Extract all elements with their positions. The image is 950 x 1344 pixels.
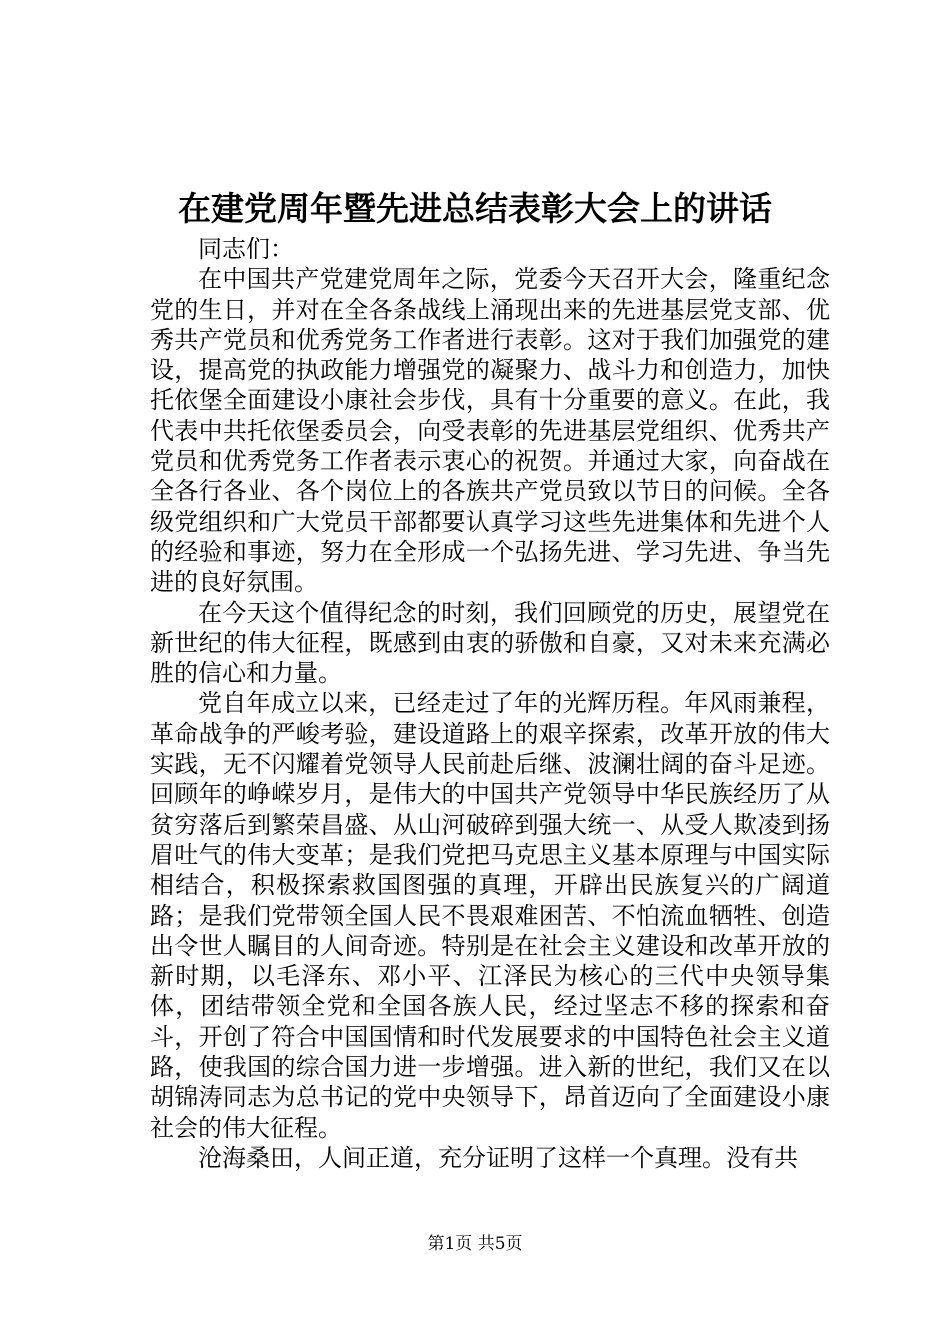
document-title: 在建党周年暨先进总结表彰大会上的讲话 bbox=[178, 189, 772, 228]
paragraph-4: 沧海桑田，人间正道，充分证明了这样一个真理。没有共 bbox=[198, 1143, 798, 1172]
page-footer: 第1页 共5页 bbox=[427, 1234, 523, 1254]
paragraph-3: 党自年成立以来，已经走过了年的光辉历程。年风雨兼程，革命战争的严峻考验，建设道路上的艰辛探索，改革开放的伟大实践，无不闪耀着党领导人民前赴后继、波澜壮阔的奋斗足迹。回顾年的峥嵘岁月，是伟大的中国共产党领导中华民族经历了从贫穷落后到繁荣昌盛、从山河破碎到强大统一、从受人欺凌到扬眉吐气的伟大变革；是我们党把马克思主义基本原理与中国实际相结合，积极探索救国图强的真理，开辟出民族复兴的广阔道路；是我们党带领全国人民不畏艰难困苦、不怕流血牺牲、创造出令世人瞩目的人间奇迹。特别是在社会主义建设和改革开放的新时期，以毛泽东、邓小平、江泽民为核心的三代中央领导集体，团结带领全党和全国各族人民，经过坚志不移的探索和奋斗，开创了符合中国国情和时代发展要求的中国特色社会主义道路，使我国的综合国力进一步增强。进入新的世纪，我们又在以胡锦涛同志为总书记的党中央领导下，昂首迈向了全面建设小康社会的伟大征程。 bbox=[150, 689, 830, 1142]
paragraph-1: 在中国共产党建党周年之际，党委今天召开大会，隆重纪念党的生日，并对在全各条战线上涌现出来的先进基层党支部、优秀共产党员和优秀党务工作者进行表彰。这对于我们加强党的建设，提高党的执政能力增强党的凝聚力、战斗力和创造力，加快托依堡全面建设小康社会步伐，具有十分重要的意义。在此，我代表中共托依堡委员会，向受表彰的先进基层党组织、优秀共产党员和优秀党务工作者表示衷心的祝贺。并通过大家，向奋战在全各行各业、各个岗位上的各族共产党员致以节日的问候。全各级党组织和广大党员干部都要认真学习这些先进集体和先进个人的经验和事迹，努力在全形成一个弘扬先进、学习先进、争当先进的良好氛围。 bbox=[150, 265, 830, 597]
salutation: 同志们： bbox=[198, 235, 294, 263]
paragraph-2: 在今天这个值得纪念的时刻，我们回顾党的历史，展望党在新世纪的伟大征程，既感到由衷的骄傲和自豪，又对未来充满必胜的信心和力量。 bbox=[150, 598, 830, 688]
document-body bbox=[150, 234, 830, 1173]
